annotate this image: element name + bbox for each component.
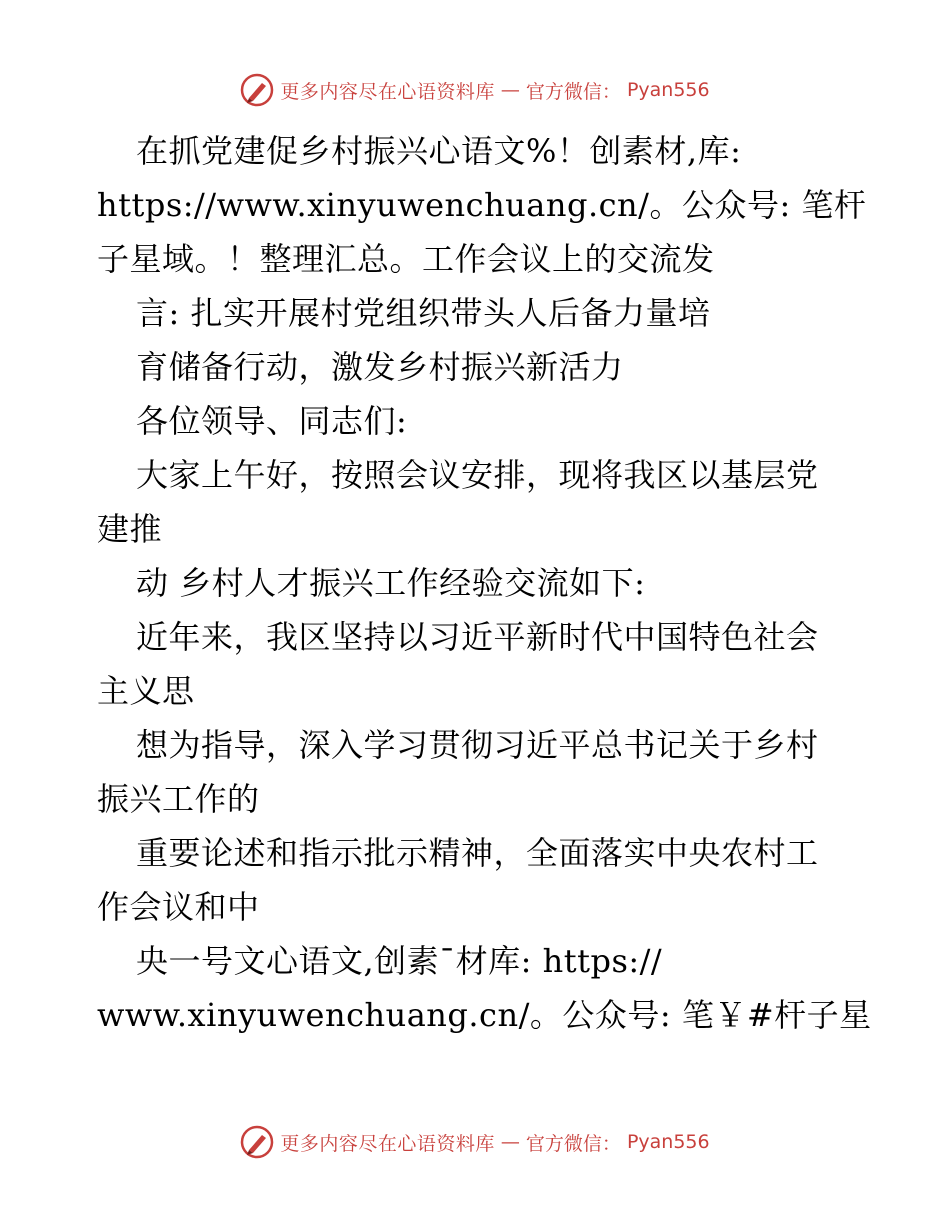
document-body (97, 124, 872, 1042)
banner-wechat-label: 官方微信： (525, 1132, 621, 1155)
text-line: 育储备行动，激发乡村振兴新活力 (136, 348, 624, 386)
banner-wechat-id: Pyan556 (626, 79, 710, 101)
text-line: https://www.xinyuwenchuang.cn/。公众号: 笔杆 (97, 186, 867, 224)
banner-promo-text: 更多内容尽在心语资料库 (280, 1132, 495, 1155)
text-line: 大家上午好，按照会议安排，现将我区以基层党 (136, 456, 819, 494)
banner-separator: — (500, 1131, 520, 1153)
text-line: 央一号文心语文,创素¯材库: https:// (136, 942, 663, 980)
text-line: 言: 扎实开展村党组织带头人后备力量培 (136, 294, 711, 332)
header-banner (0, 70, 950, 110)
banner-wechat-id: Pyan556 (626, 1131, 710, 1153)
text-line: 主义思 (97, 672, 195, 710)
text-line: 作会议和中 (97, 888, 260, 926)
text-line: 想为指导，深入学习贯彻习近平总书记关于乡村 (136, 726, 819, 764)
text-line: 重要论述和指示批示精神，全面落实中央农村工 (136, 834, 819, 872)
pen-logo-icon (240, 73, 274, 107)
banner-promo-text: 更多内容尽在心语资料库 (280, 80, 495, 103)
pen-logo-icon (240, 1125, 274, 1159)
banner-wechat-label: 官方微信： (525, 80, 621, 103)
text-line: 建推 (97, 510, 163, 548)
text-line: 各位领导、同志们: (136, 402, 408, 440)
text-line: www.xinyuwenchuang.cn/。公众号: 笔￥#杆子星 (97, 996, 872, 1034)
banner-separator: — (500, 79, 520, 101)
text-line: 子星域。！整理汇总。工作会议上的交流发 (97, 240, 715, 278)
text-line: 近年来，我区坚持以习近平新时代中国特色社会 (136, 618, 819, 656)
footer-banner (0, 1122, 950, 1162)
text-line: 在抓党建促乡村振兴心语文%！创素材,库: (136, 132, 742, 170)
text-line: 振兴工作的 (97, 780, 260, 818)
text-line: 动 乡村人才振兴工作经验交流如下: (136, 564, 646, 602)
